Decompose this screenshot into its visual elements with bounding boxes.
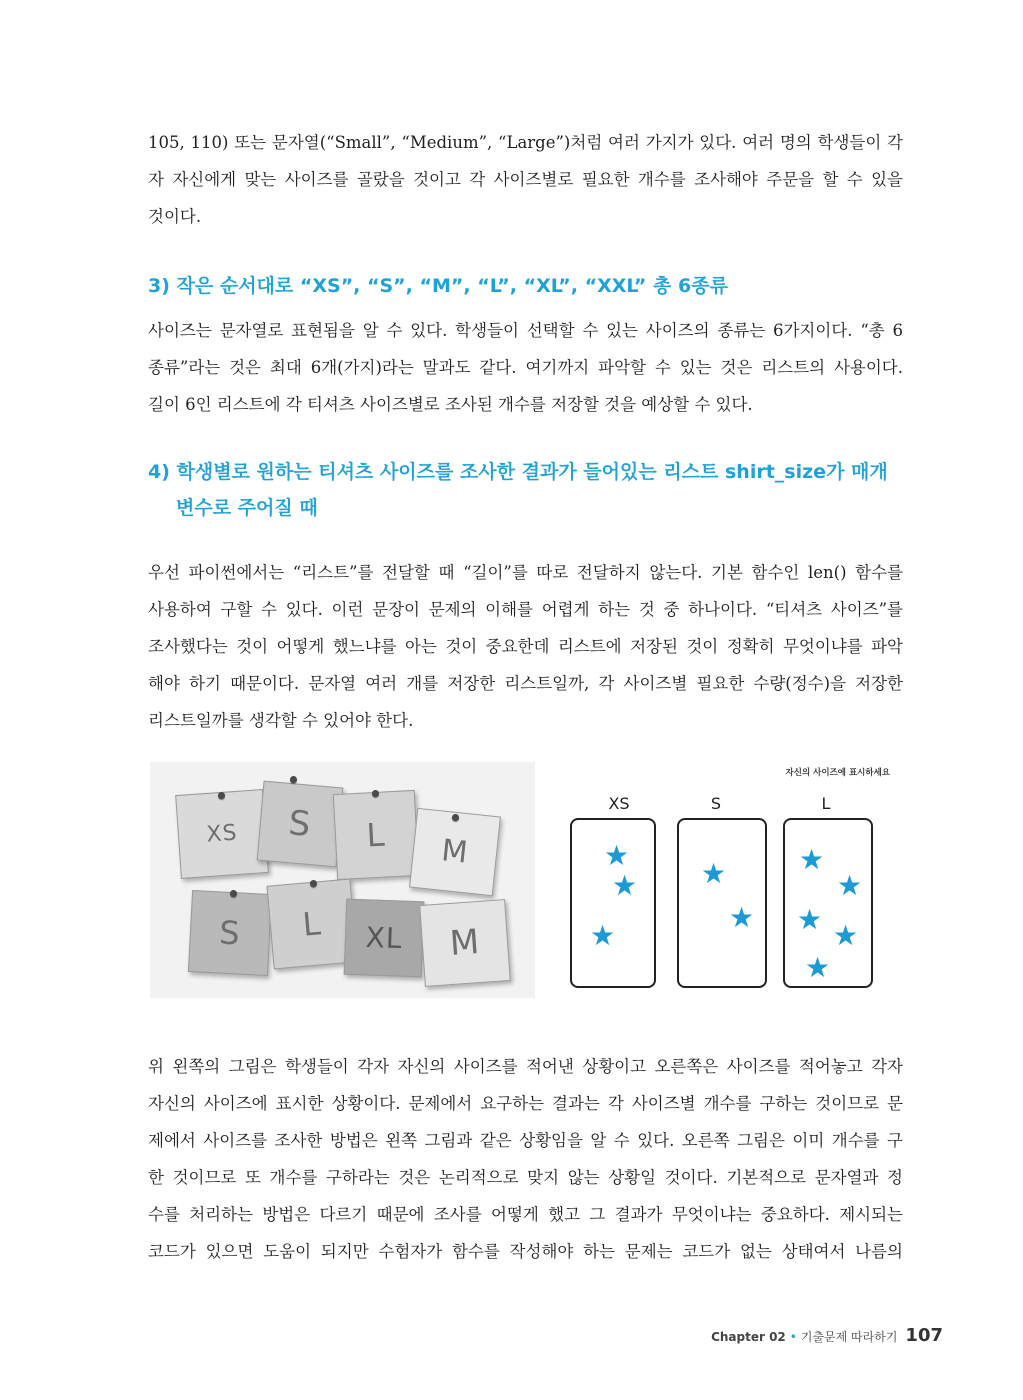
star-icon: ★ (612, 869, 638, 902)
text-line: 사이즈는 문자열로 표현됨을 알 수 있다. 학생들이 선택할 수 있는 사이즈의 종류는 6가지이다. “총 6 (148, 321, 903, 340)
star-icon: ★ (729, 901, 755, 934)
paragraph-list-explanation (148, 554, 903, 739)
paragraph-size-kinds (148, 312, 903, 423)
figure-instruction: 자신의 사이즈에 표시하세요 (785, 768, 890, 778)
push-pin-icon (218, 792, 225, 799)
sticky-note (409, 808, 501, 896)
star-icon: ★ (833, 919, 859, 952)
size-tally-figure (560, 762, 900, 1002)
note-letter: L (365, 815, 387, 855)
star-icon: ★ (701, 857, 727, 890)
star-icon: ★ (590, 919, 616, 952)
text-line: 사용하여 구할 수 있다. 이런 문장이 문제의 이해를 어렵게 하는 것 중 하나이다. “티셔츠 사이즈”를 (148, 600, 903, 619)
push-pin-icon (230, 890, 237, 897)
separator-dot: • (789, 1330, 797, 1344)
text-line: 것이다. (148, 207, 202, 226)
note-letter: S (287, 803, 313, 845)
text-line: 위 왼쪽의 그림은 학생들이 각자 자신의 사이즈를 적어낸 상황이고 오른쪽은 사이즈를 적어놓고 각자 (148, 1057, 903, 1076)
star-icon: ★ (837, 869, 863, 902)
note-letter: XL (365, 920, 403, 956)
star-icon: ★ (799, 843, 825, 876)
text-line: 수를 처리하는 방법은 다르기 때문에 조사를 어떻게 했고 그 결과가 무엇이냐는 중요하다. 제시되는 (148, 1205, 903, 1224)
heading-line: 변수로 주어질 때 (176, 497, 318, 519)
text-line: 105, 110) 또는 문자열(“Small”, “Medium”, “Large”)처럼 여러 가지가 있다. 여러 명의 학생들이 각 (148, 133, 903, 152)
text-line: 우선 파이썬에서는 “리스트”를 전달할 때 “길이”를 따로 전달하지 않는다. 기본 함수인 len() 함수를 (148, 563, 903, 582)
push-pin-icon (452, 814, 459, 821)
sticky-note (175, 789, 269, 879)
box-label: XS (608, 794, 630, 813)
text-line: 제에서 사이즈를 조사한 방법은 왼쪽 그림과 같은 상황임을 알 수 있다. 오른쪽 그림은 이미 개수를 구 (148, 1131, 903, 1150)
star-icon: ★ (604, 839, 630, 872)
paragraph-intro (148, 124, 903, 235)
box-label: S (710, 794, 722, 813)
section-heading-3 (148, 268, 728, 304)
page-number: 107 (905, 1325, 943, 1346)
paragraph-figure-explanation (148, 1048, 903, 1270)
heading-line: 3) 작은 순서대로 “XS”, “S”, “M”, “L”, “XL”, “XXL” 총 6종류 (148, 275, 728, 297)
text-line: 조사했다는 것이 어떻게 했느냐를 아는 것이 중요한데 리스트에 저장된 것이 정확히 무엇이냐를 파악 (148, 637, 903, 656)
push-pin-icon (290, 776, 297, 783)
note-letter: XS (205, 820, 239, 848)
size-box-l (783, 818, 873, 988)
size-box-s (677, 818, 767, 988)
star-icon: ★ (805, 951, 831, 984)
star-icon: ★ (797, 903, 823, 936)
sticky-note (333, 790, 419, 880)
sticky-note (188, 890, 272, 976)
text-line: 자 자신에게 맞는 사이즈를 골랐을 것이고 각 사이즈별로 필요한 개수를 조사해야 주문을 할 수 있을 (148, 170, 903, 189)
page-footer (711, 1325, 943, 1346)
box-label: L (821, 794, 831, 813)
text-line: 한 것이므로 또 개수를 구하라는 것은 논리적으로 맞지 않는 상황일 것이다. 기본적으로 문자열과 정 (148, 1168, 903, 1187)
size-box-xs (570, 818, 656, 988)
section-heading-4 (148, 454, 888, 526)
heading-line: 4) 학생별로 원하는 티셔츠 사이즈를 조사한 결과가 들어있는 리스트 shirt_size가 매개 (148, 461, 888, 483)
chapter-label: Chapter 02 (711, 1330, 786, 1344)
chapter-title: 기출문제 따라하기 (800, 1330, 898, 1344)
text-line: 리스트일까를 생각할 수 있어야 한다. (148, 711, 414, 730)
push-pin-icon (372, 790, 379, 797)
text-line: 코드가 있으면 도움이 되지만 수험자가 함수를 작성해야 하는 문제는 코드가 없는 상태여서 나름의 (148, 1242, 903, 1261)
text-line: 길이 6인 리스트에 각 티셔츠 사이즈별로 조사된 개수를 저장할 것을 예상할 수 있다. (148, 395, 753, 414)
text-line: 해야 하기 때문이다. 문자열 여러 개를 저장한 리스트일까, 각 사이즈별 필요한 수량(정수)을 저장한 (148, 674, 903, 693)
text-line: 종류”라는 것은 최대 6개(가지)라는 말과도 같다. 여기까지 파악할 수 있는 것은 리스트의 사용이다. (148, 358, 903, 377)
note-letter: S (218, 913, 242, 953)
text-line: 자신의 사이즈에 표시한 상황이다. 문제에서 요구하는 결과는 각 사이즈별 개수를 구하는 것이므로 문 (148, 1094, 903, 1113)
sticky-note (344, 899, 425, 978)
sticky-note (419, 899, 511, 987)
note-letter: L (300, 904, 324, 944)
push-pin-icon (310, 880, 317, 887)
note-letter: M (439, 833, 471, 871)
sticky-note (257, 781, 344, 868)
sticky-notes-figure (150, 762, 535, 998)
note-letter: M (448, 921, 482, 965)
